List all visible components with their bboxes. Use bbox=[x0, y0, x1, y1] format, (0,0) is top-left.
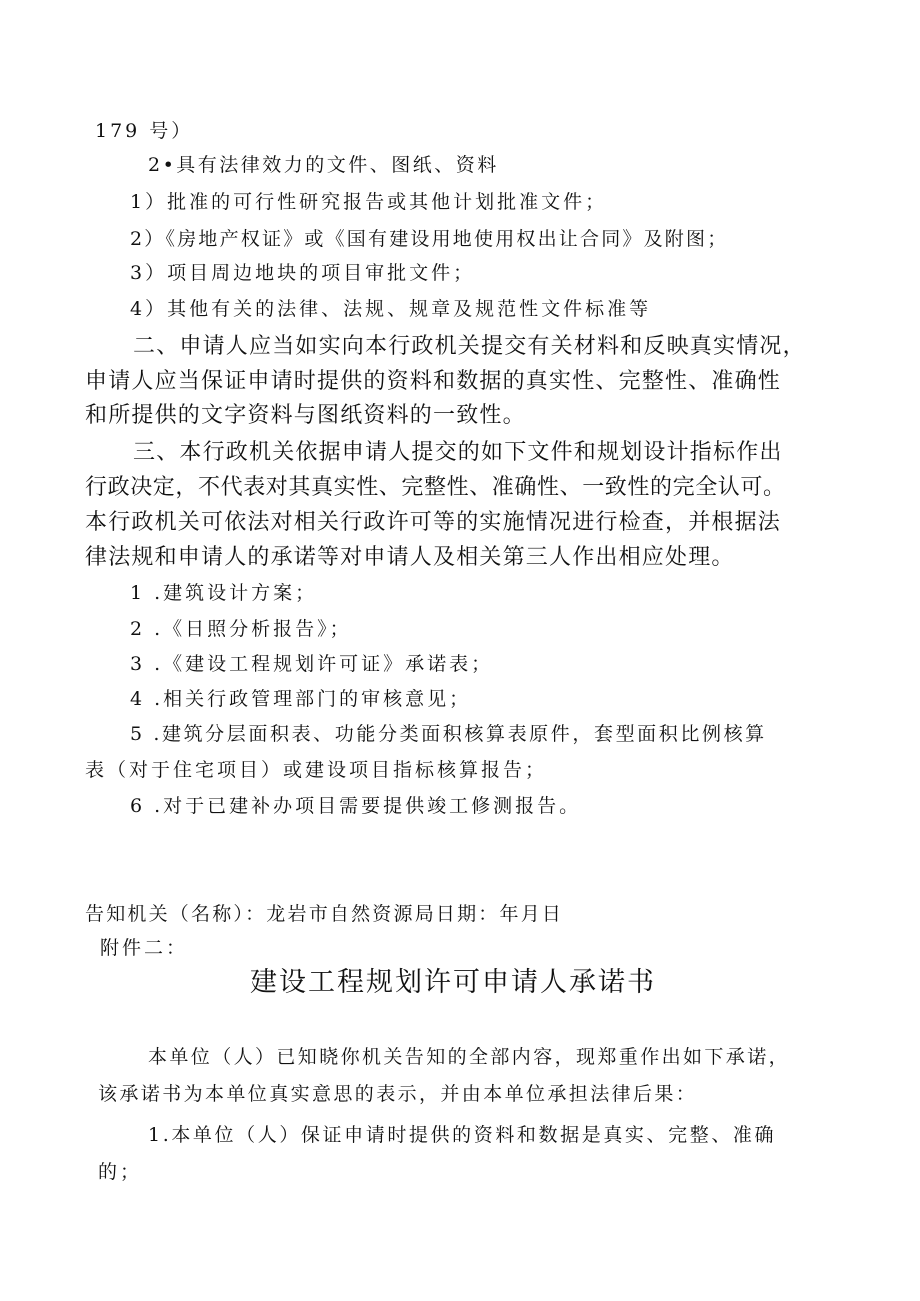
list-item: 1 .建筑设计方案； bbox=[130, 582, 318, 604]
list-item: 6 .对于已建补办项目需要提供竣工修测报告。 bbox=[130, 795, 582, 817]
list-item-continuation: 表（对于住宅项目）或建设项目指标核算报告； bbox=[85, 759, 548, 781]
paragraph-line: 本单位（人）已知晓你机关告知的全部内容，现郑重作出如下承诺， bbox=[148, 1046, 791, 1068]
list-item: 4 .相关行政管理部门的审核意见； bbox=[130, 688, 472, 710]
commitment-item: 1.本单位（人）保证申请时提供的资料和数据是真实、完整、准确 bbox=[148, 1124, 777, 1146]
document-title: 建设工程规划许可申请人承诺书 bbox=[250, 967, 656, 998]
paragraph-line: 三、本行政机关依据申请人提交的如下文件和规划设计指标作出 bbox=[133, 440, 783, 465]
list-item: 3）项目周边地块的项目审批文件； bbox=[130, 262, 476, 284]
list-item: 1）批准的可行性研究报告或其他计划批准文件； bbox=[130, 191, 608, 213]
list-item: 3 .《建设工程规划许可证》承诺表； bbox=[130, 653, 494, 675]
attachment-label: 附件二： bbox=[100, 937, 189, 959]
paragraph-line: 该承诺书为本单位真实意思的表示，并由本单位承担法律后果： bbox=[98, 1083, 698, 1105]
text-line: 179 号） bbox=[95, 120, 194, 142]
commitment-item-continuation: 的； bbox=[98, 1161, 143, 1183]
paragraph-line: 申请人应当保证申请时提供的资料和数据的真实性、完整性、准确性 bbox=[85, 369, 782, 394]
list-item: 2）《房地产权证》或《国有建设用地使用权出让合同》及附图； bbox=[130, 228, 729, 250]
notifying-authority: 告知机关（名称）：龙岩市自然资源局日期：年月日 bbox=[85, 903, 564, 925]
list-item: 4）其他有关的法律、法规、规章及规范性文件标准等 bbox=[130, 298, 652, 320]
paragraph-line: 本行政机关可依法对相关行政许可等的实施情况进行检查，并根据法 bbox=[85, 510, 782, 535]
paragraph-line: 律法规和申请人的承诺等对申请人及相关第三人作出相应处理。 bbox=[85, 545, 735, 570]
paragraph-line: 和所提供的文字资料与图纸资料的一致性。 bbox=[85, 403, 526, 428]
list-item: 5 .建筑分层面积表、功能分类面积核算表原件，套型面积比例核算 bbox=[130, 723, 767, 745]
list-heading: 2•具有法律效力的文件、图纸、资料 bbox=[148, 154, 499, 176]
paragraph-line: 行政决定，不代表对其真实性、完整性、准确性、一致性的完全认可。 bbox=[85, 475, 786, 500]
list-item: 2 .《日照分析报告》； bbox=[130, 618, 352, 640]
paragraph-line: 二、申请人应当如实向本行政机关提交有关材料和反映真实情况， bbox=[133, 334, 806, 359]
